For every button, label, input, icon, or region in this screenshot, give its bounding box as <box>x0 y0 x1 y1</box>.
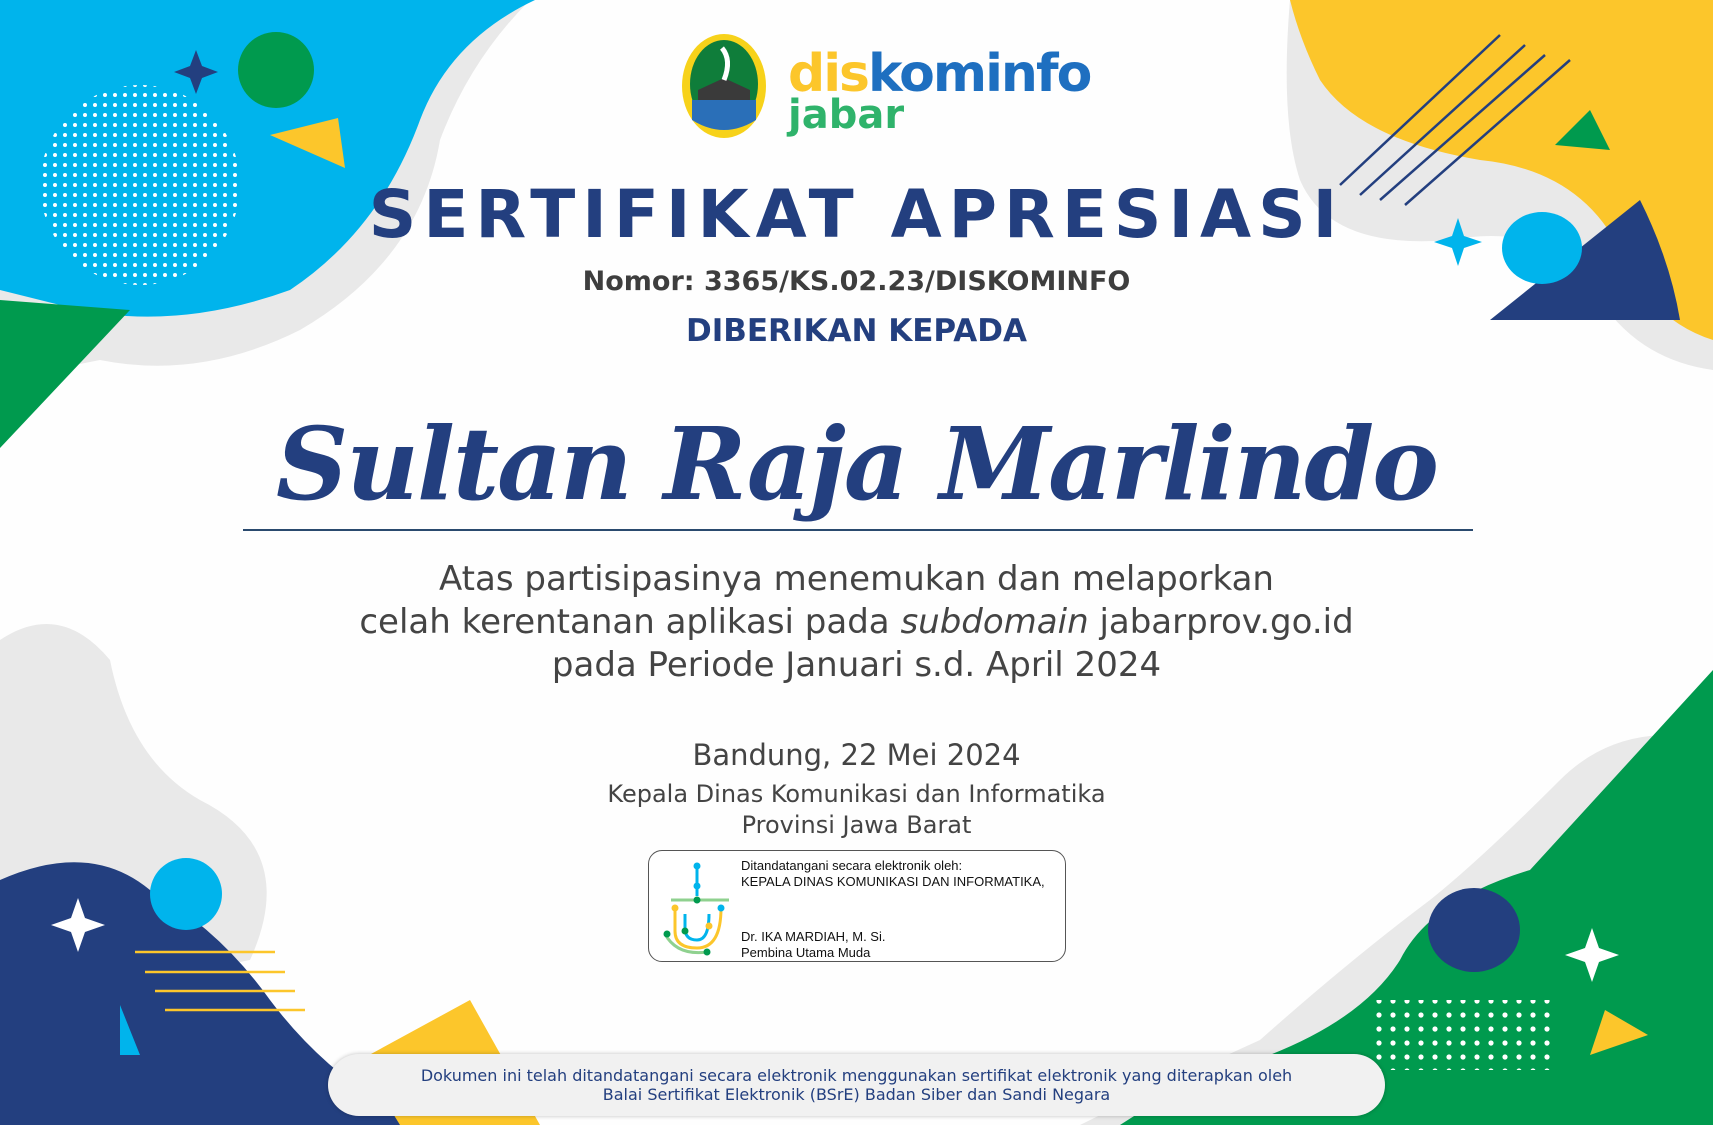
diskominfo-jabar-logo <box>676 30 1091 145</box>
signed-by-label: Ditandatangani secara elektronik oleh: <box>741 858 963 873</box>
signer-name: Dr. IKA MARDIAH, M. Si. <box>741 929 886 944</box>
bsre-signature-icon <box>657 856 737 956</box>
place-date: Bandung, 22 Mei 2024 <box>692 738 1021 772</box>
footer-notice: Dokumen ini telah ditandatangani secara elektronik menggunakan sertifikat elektronik yang diterapkan oleh Balai Sertifikat Elektronik (BSrE) Badan Siber dan Sandi Negara <box>328 1054 1385 1116</box>
certificate-title: SERTIFIKAT APRESIASI <box>368 176 1345 253</box>
name-underline <box>243 529 1473 531</box>
certificate-number: Nomor: 3365/KS.02.23/DISKOMINFO <box>582 266 1131 297</box>
body-line-2: celah kerentanan aplikasi pada subdomain jabarprov.go.id <box>359 602 1354 642</box>
west-java-seal-icon <box>676 30 772 142</box>
signer-office: KEPALA DINAS KOMUNIKASI DAN INFORMATIKA, <box>741 874 1045 889</box>
electronic-signature-box <box>648 850 1066 962</box>
given-to-label: DIBERIKAN KEPADA <box>685 313 1027 349</box>
body-line-3: pada Periode Januari s.d. April 2024 <box>551 645 1162 685</box>
certificate-body <box>0 558 1713 687</box>
logo-subtitle: jabar <box>788 92 905 138</box>
signer-position: Kepala Dinas Komunikasi dan Informatika Provinsi Jawa Barat <box>607 780 1106 839</box>
signer-rank: Pembina Utama Muda <box>741 945 871 960</box>
recipient-name: Sultan Raja Marlindo <box>276 405 1437 523</box>
logo-wordmark: diskominfo <box>788 44 1091 104</box>
body-line-1: Atas partisipasinya menemukan dan melaporkan <box>439 559 1274 599</box>
